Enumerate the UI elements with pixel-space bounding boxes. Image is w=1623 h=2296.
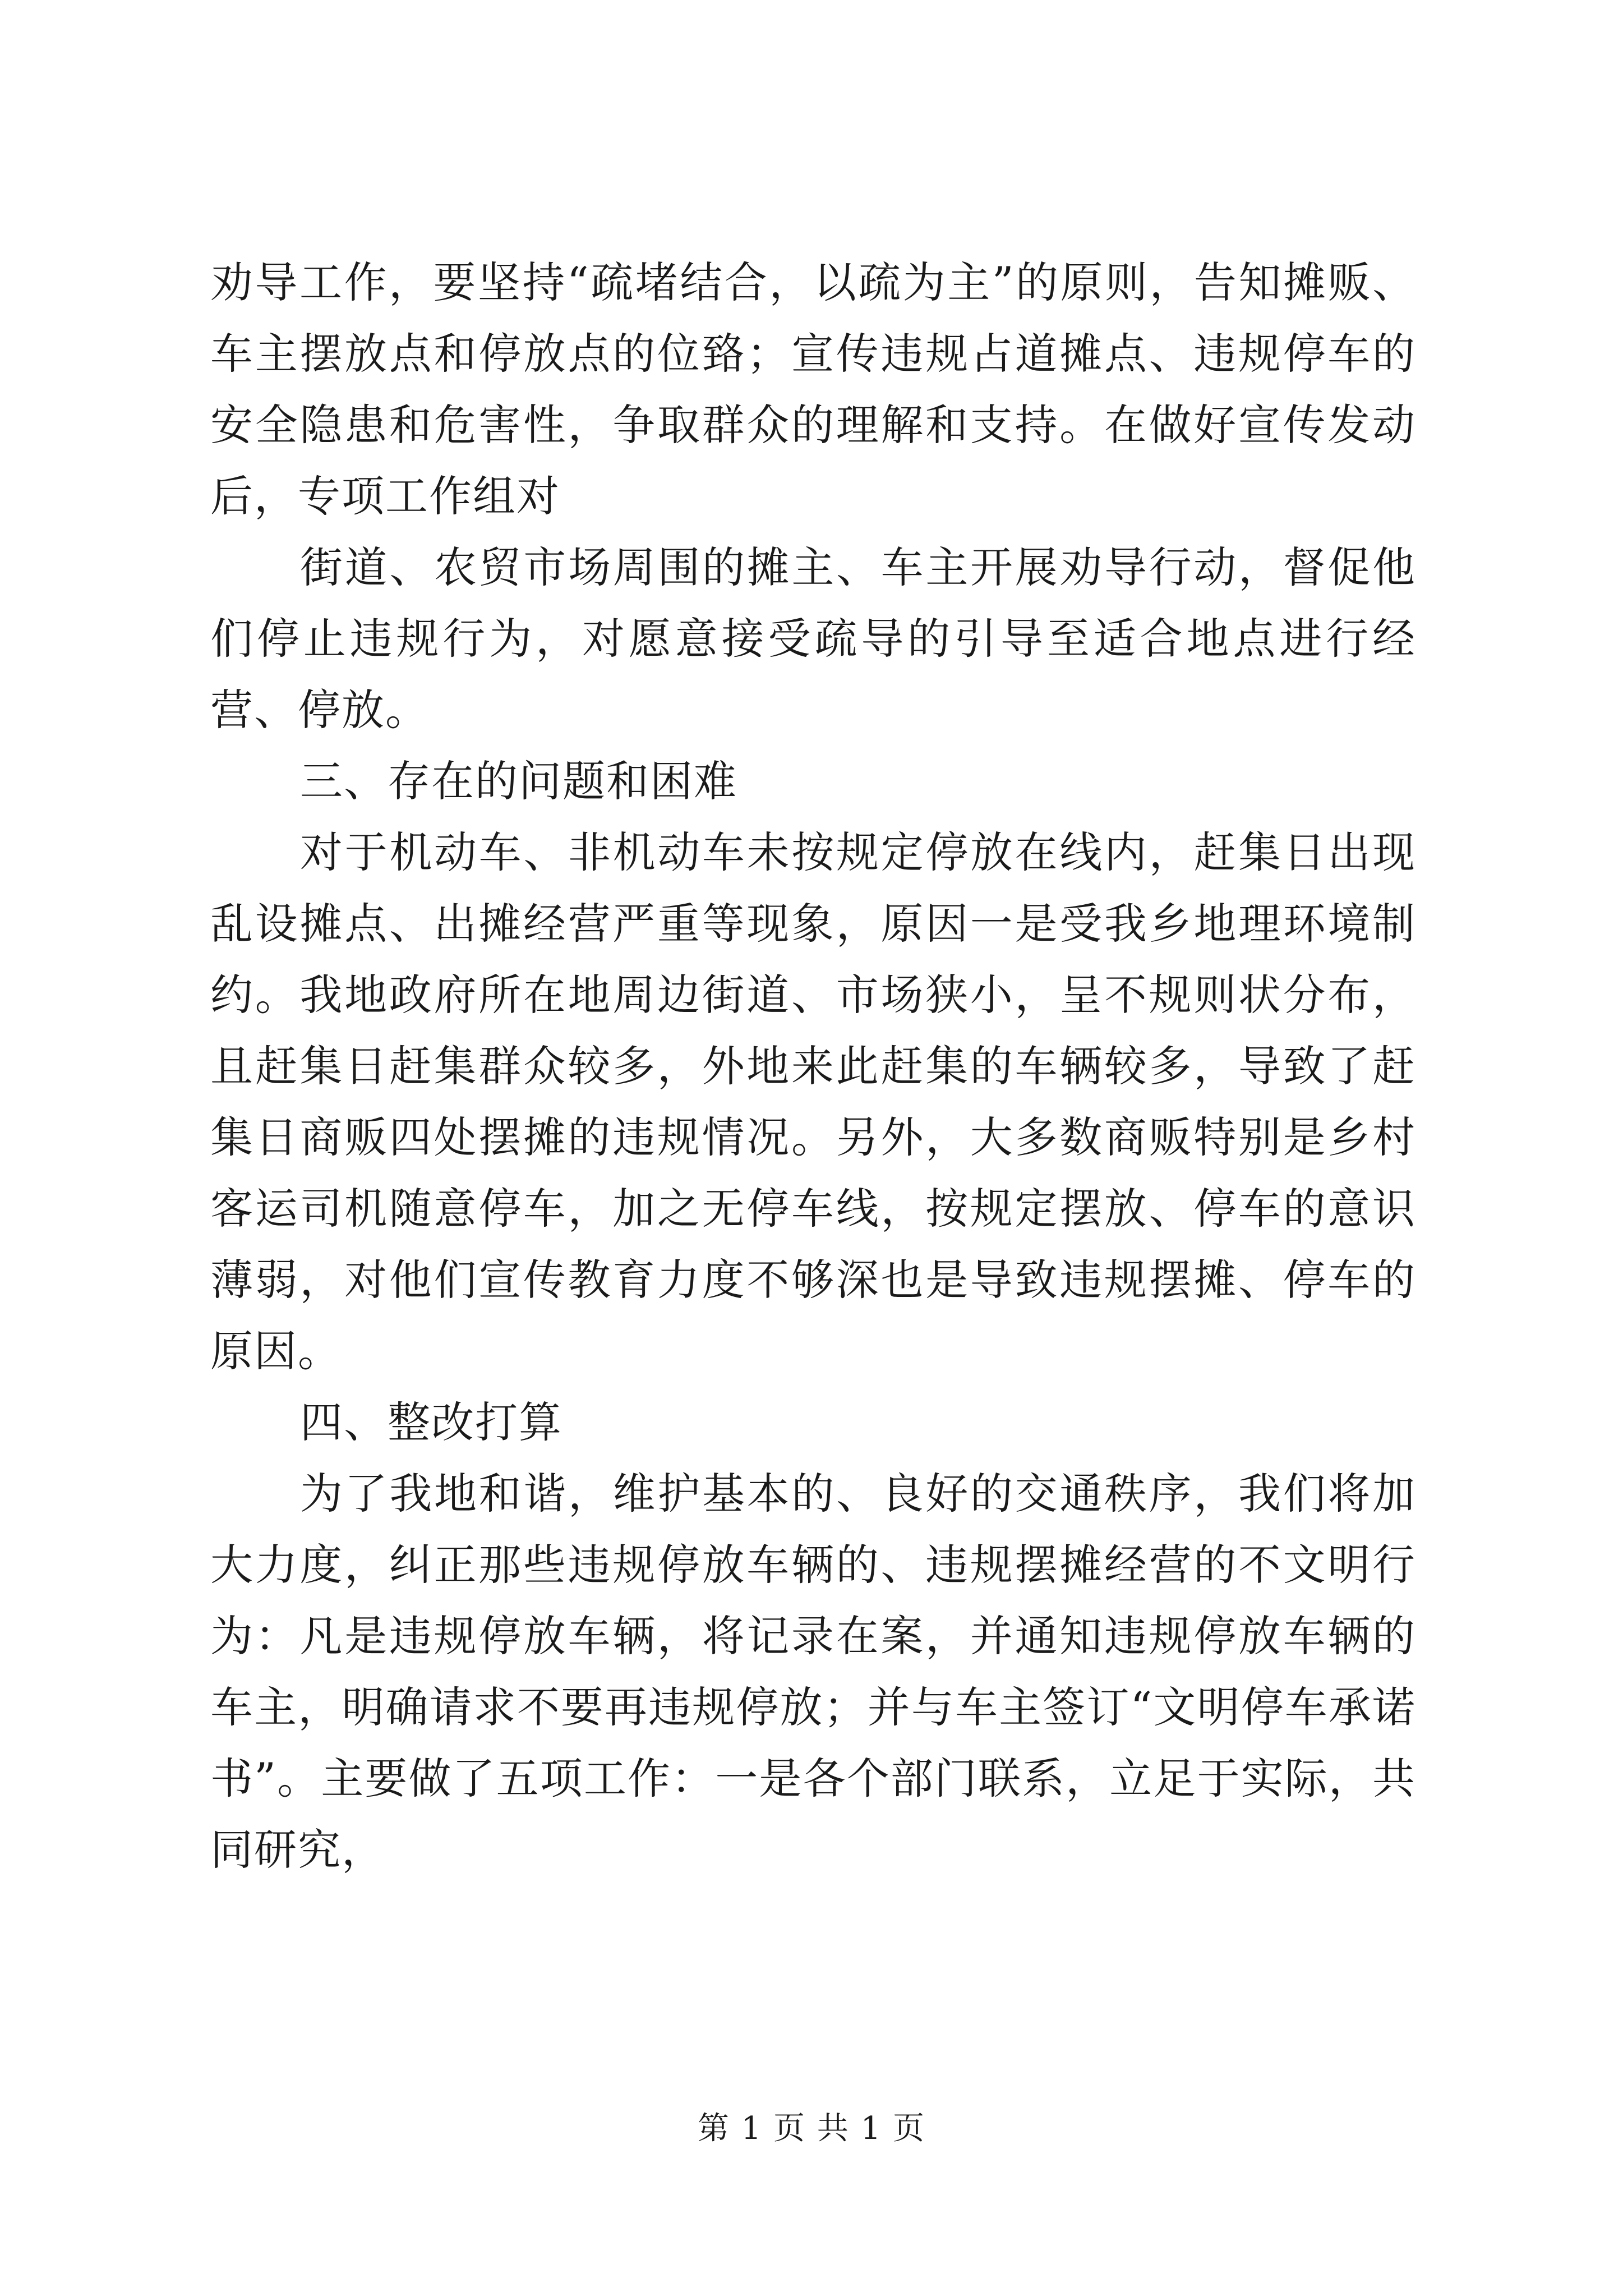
section-heading-problems: 三、存在的问题和困难 — [300, 756, 737, 806]
paragraph-3: 对于机动车、非机动车未按规定停放在线内，赶集日出现乱设摊点、出摊经营严重等现象，原因一是受我乡地理环境制约。我地政府所在地周边街道、市场狭小，呈不规则状分布，且赶集日赶集群众较多，外地来此赶集的车辆较多，导致了赶集日商贩四处摆摊的违规情况。另外，大多数商贩特别是乡村客运司机随意停车，加之无停车线，按规定摆放、停车的意识薄弱，对他们宣传教育力度不够深也是导致违规摆摊、停车的原因。 — [210, 827, 1416, 1376]
section-heading-rectification: 四、整改打算 — [300, 1397, 562, 1447]
paragraph-2: 街道、农贸市场周围的摊主、车主开展劝导行动，督促他们停止违规行为，对愿意接受疏导的引导至适合地点进行经营、停放。 — [210, 542, 1416, 735]
document-body — [210, 247, 1416, 1885]
paragraph-4: 为了我地和谐，维护基本的、良好的交通秩序，我们将加大力度，纠正那些违规停放车辆的、违规摆摊经营的不文明行为：凡是违规停放车辆，将记录在案，并通知违规停放车辆的车主，明确请求不要再违规停放；并与车主签订“文明停车承诺书”。主要做了五项工作：一是各个部门联系，立足于实际，共同研究， — [210, 1469, 1416, 1875]
paragraph-1: 劝导工作，要坚持“疏堵结合，以疏为主”的原则，告知摊贩、车主摆放点和停放点的位臵；宣传违规占道摊点、违规停车的安全隐患和危害性，争取群众的理解和支持。在做好宣传发动后，专项工作组对 — [210, 257, 1416, 521]
page-number-footer: 第 1 页 共 1 页 — [697, 2110, 926, 2147]
